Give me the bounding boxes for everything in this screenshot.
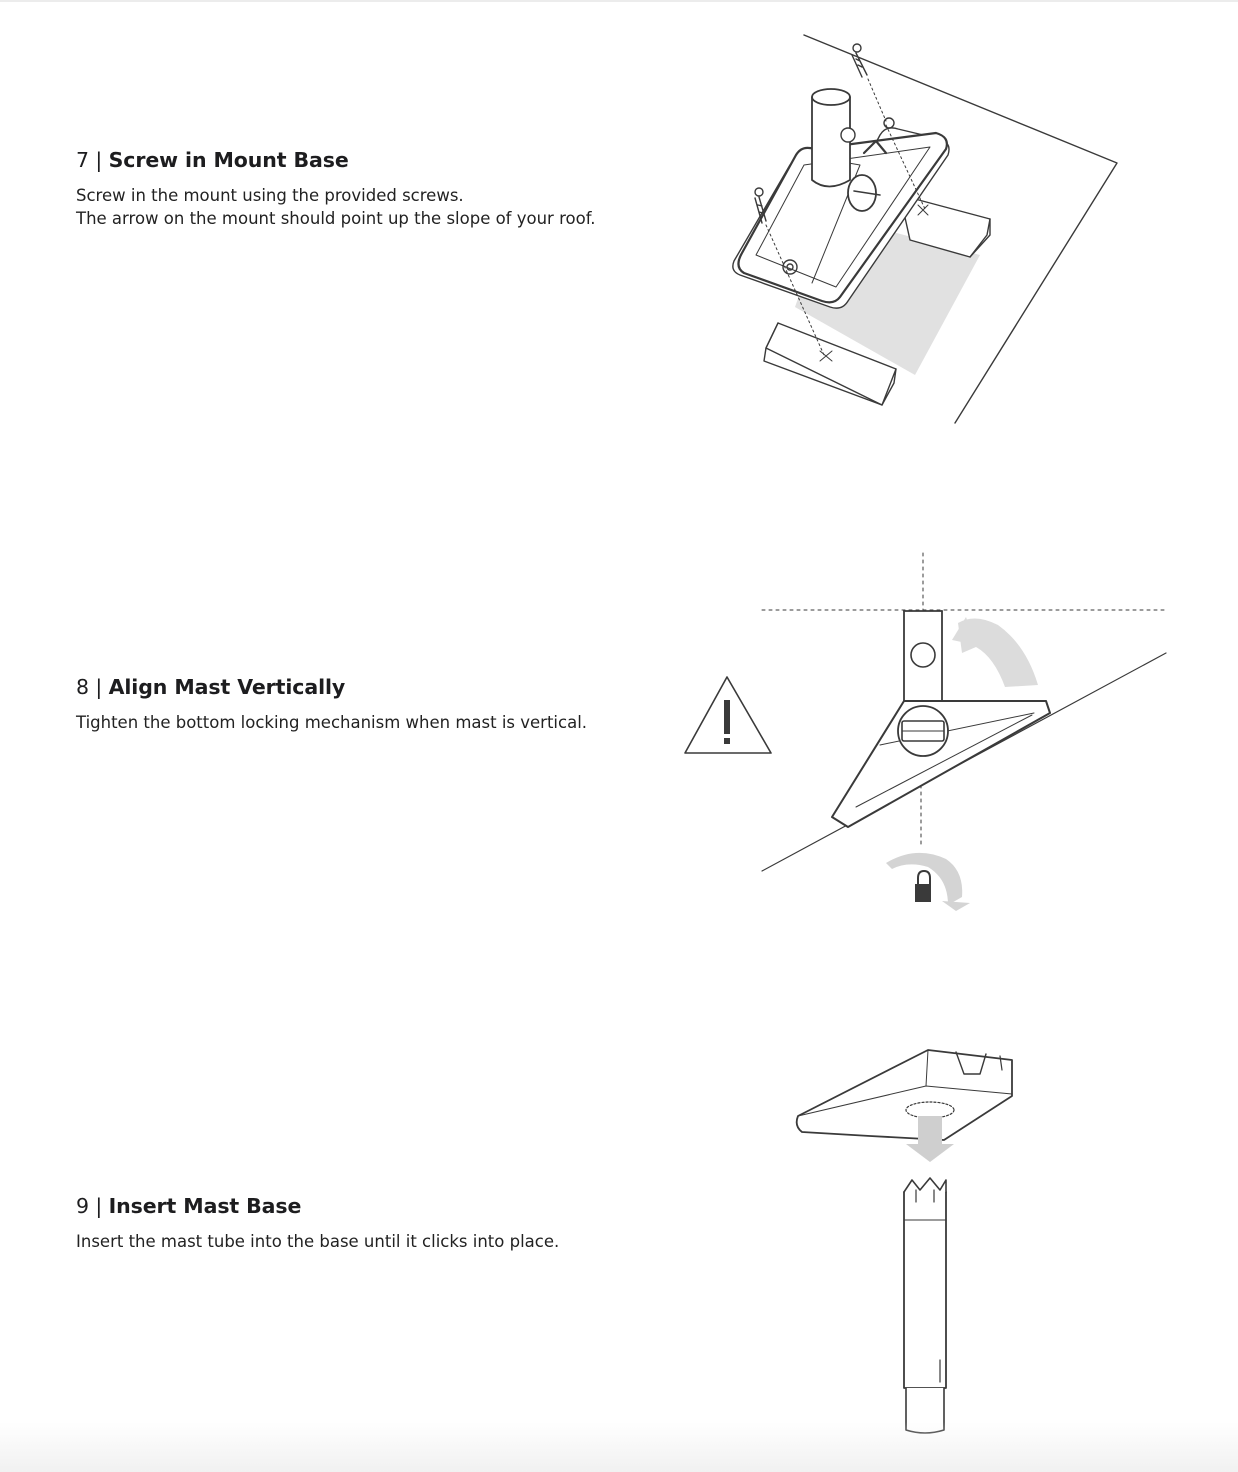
mast [904, 611, 942, 701]
step-description [76, 711, 656, 734]
description-line: The arrow on the mount should point up the slope of your roof. [76, 209, 596, 228]
warning-triangle-icon [685, 677, 771, 753]
step-description [76, 184, 656, 230]
description-line: Screw in the mount using the provided screws. [76, 186, 464, 205]
description-line: Tighten the bottom locking mechanism when mast is vertical. [76, 713, 588, 732]
step-description [76, 1230, 656, 1253]
description-line: Insert the mast tube into the base until it clicks into place. [76, 1232, 560, 1251]
mast-insert-illustration [790, 1040, 1030, 1440]
mount-base-screw-illustration [700, 25, 1140, 435]
step-number: 7 [76, 148, 89, 172]
mast-align-illustration [680, 545, 1180, 925]
bottom-shadow [0, 1422, 1238, 1472]
step-title: Insert Mast Base [108, 1194, 302, 1218]
step-7 [76, 146, 656, 230]
step-separator: | [95, 675, 103, 699]
screw-icon [755, 188, 766, 223]
step-number: 8 [76, 675, 89, 699]
step-number: 9 [76, 1194, 89, 1218]
mount-base [797, 1050, 1012, 1140]
step-9 [76, 1192, 656, 1253]
step-separator: | [95, 148, 103, 172]
mast-tube [904, 1192, 946, 1388]
step-separator: | [95, 1194, 103, 1218]
step-8 [76, 673, 656, 734]
top-divider [0, 0, 1238, 2]
step-7-heading [76, 146, 656, 174]
padlock-icon [915, 871, 931, 902]
step-9-heading [76, 1192, 656, 1220]
step-8-heading [76, 673, 656, 701]
step-title: Screw in Mount Base [108, 148, 349, 172]
step-title: Align Mast Vertically [108, 675, 346, 699]
